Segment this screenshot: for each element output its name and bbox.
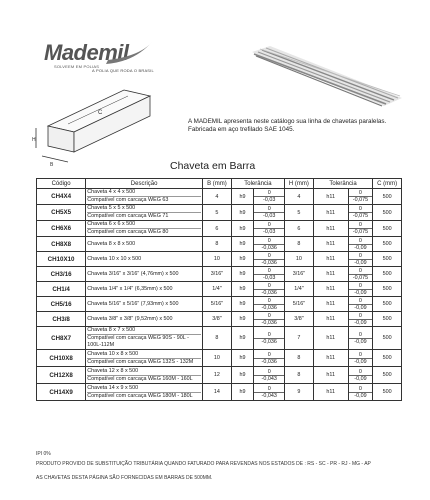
- tol-b-values: [254, 367, 285, 384]
- description-line: Compatível com carcaça WEG 71: [87, 212, 201, 220]
- tol-h-class: h11: [313, 312, 348, 327]
- c-cell: 500: [373, 221, 402, 237]
- tol-b-lower: -0,036: [254, 259, 284, 266]
- tol-b-class: h9: [231, 205, 254, 221]
- tol-b-upper: 0: [267, 312, 271, 319]
- code-cell: CH6X6: [37, 221, 86, 237]
- tol-b-class: h9: [231, 367, 254, 384]
- tol-b-upper: 0: [267, 206, 271, 212]
- tol-h-class: h11: [313, 327, 348, 350]
- description-line: Chaveta 1/4" x 1/4" (6,35mm) x 500: [87, 285, 173, 292]
- tol-h-class: h11: [313, 237, 348, 252]
- code-cell: CH1/4: [37, 282, 86, 297]
- b-cell: 5: [203, 205, 232, 221]
- description-cell: [86, 282, 203, 297]
- h-cell: 8: [285, 237, 314, 252]
- header-b: B (mm): [203, 179, 232, 189]
- table-row: [37, 384, 402, 401]
- key-bars-photo: [252, 46, 402, 112]
- tol-h-lower: -0,075: [349, 196, 373, 203]
- c-cell: 500: [373, 252, 402, 267]
- dim-label-c: C: [98, 110, 103, 116]
- b-cell: 12: [203, 367, 232, 384]
- tol-h-class: h11: [313, 221, 348, 237]
- table-header-row: [37, 179, 402, 189]
- tol-b-class: h9: [231, 384, 254, 401]
- tol-b-class: h9: [231, 189, 254, 205]
- tol-h-class: h11: [313, 252, 348, 267]
- note-tax: PRODUTO PROVIDO DE SUBSTITUIÇÃO TRIBUTÁRIA QUANDO FATURADO PARA REVENDAS NOS ESTADOS DE : RS - SC - PR - RJ - MG - AP: [36, 461, 371, 467]
- logo-swoosh-icon: [104, 40, 154, 66]
- section-title: Chaveta em Barra: [170, 160, 256, 172]
- tol-b-lower: -0,043: [254, 392, 284, 399]
- tol-h-values: [348, 282, 373, 297]
- h-cell: 1/4": [285, 282, 314, 297]
- code-cell: CH14X9: [37, 384, 86, 401]
- description-line: Chaveta 4 x 4 x 500: [87, 189, 136, 195]
- tol-b-values: [254, 327, 285, 350]
- header-tolerance-b: Tolerância: [231, 179, 284, 189]
- tol-b-class: h9: [231, 327, 254, 350]
- tol-b-values: [254, 384, 285, 401]
- tol-h-upper: 0: [358, 351, 362, 358]
- description-line: Chaveta 8 x 7 x 500: [87, 327, 136, 333]
- code-cell: CH5/16: [37, 297, 86, 312]
- h-cell: 5: [285, 205, 314, 221]
- description-cell: [86, 384, 203, 401]
- tol-b-lower: -0,036: [254, 289, 284, 296]
- description-line: Chaveta 14 x 9 x 500: [87, 384, 139, 391]
- description-cell: [86, 297, 203, 312]
- description-line: Chaveta 12 x 8 x 500: [87, 367, 139, 374]
- b-cell: 1/4": [203, 282, 232, 297]
- dim-label-h: H: [32, 137, 36, 143]
- tol-h-lower: -0,075: [349, 274, 373, 281]
- tol-b-class: h9: [231, 282, 254, 297]
- description-line: Compatível com carcaça WEG 63: [87, 196, 201, 204]
- b-cell: 5/16": [203, 297, 232, 312]
- description-line: Chaveta 3/16" x 3/16" (4,76mm) x 500: [87, 270, 179, 277]
- h-cell: 5/16": [285, 297, 314, 312]
- tol-h-upper: 0: [358, 312, 362, 319]
- description-line: Compatível com carcaça WEG 180M - 180L: [87, 392, 201, 400]
- tol-h-lower: -0,09: [349, 244, 373, 251]
- tol-b-upper: 0: [267, 282, 271, 289]
- c-cell: 500: [373, 312, 402, 327]
- tol-h-values: [348, 367, 373, 384]
- table-row: [37, 189, 402, 205]
- tol-h-class: h11: [313, 267, 348, 282]
- h-cell: 8: [285, 367, 314, 384]
- tol-b-class: h9: [231, 312, 254, 327]
- b-cell: 10: [203, 350, 232, 367]
- c-cell: 500: [373, 367, 402, 384]
- tol-b-class: h9: [231, 297, 254, 312]
- tol-h-upper: 0: [358, 297, 362, 304]
- tol-b-class: h9: [231, 267, 254, 282]
- description-cell: [86, 189, 203, 205]
- description-cell: [86, 221, 203, 237]
- tol-h-class: h11: [313, 350, 348, 367]
- description-line: Chaveta 6 x 6 x 500: [87, 221, 136, 227]
- table-row: [37, 282, 402, 297]
- h-cell: 4: [285, 189, 314, 205]
- h-cell: 3/16": [285, 267, 314, 282]
- table-row: [37, 205, 402, 221]
- code-cell: CH8X7: [37, 327, 86, 350]
- header-c: C (mm): [373, 179, 402, 189]
- tol-h-values: [348, 350, 373, 367]
- code-cell: CH4X4: [37, 189, 86, 205]
- h-cell: 9: [285, 384, 314, 401]
- tol-b-upper: 0: [267, 237, 271, 244]
- footer-notes: [36, 451, 416, 485]
- h-cell: 7: [285, 327, 314, 350]
- tol-b-values: [254, 221, 285, 237]
- tol-h-class: h11: [313, 384, 348, 401]
- description-line: Compatível com carcaça WEG 132S - 132M: [87, 358, 201, 366]
- tol-b-lower: -0,036: [254, 319, 284, 326]
- c-cell: 500: [373, 205, 402, 221]
- tol-h-values: [348, 252, 373, 267]
- tol-h-upper: 0: [358, 331, 362, 338]
- code-cell: CH10X8: [37, 350, 86, 367]
- dim-label-b: B: [50, 162, 54, 168]
- b-cell: 8: [203, 237, 232, 252]
- tol-b-upper: 0: [267, 222, 271, 228]
- description-cell: [86, 327, 203, 350]
- tol-b-lower: -0,03: [254, 196, 284, 203]
- tol-h-lower: -0,09: [349, 358, 373, 365]
- tol-h-class: h11: [313, 205, 348, 221]
- tol-b-values: [254, 267, 285, 282]
- b-cell: 6: [203, 221, 232, 237]
- tol-h-lower: -0,09: [349, 259, 373, 266]
- tol-b-values: [254, 237, 285, 252]
- h-cell: 3/8": [285, 312, 314, 327]
- tol-h-values: [348, 267, 373, 282]
- tol-b-lower: -0,036: [254, 358, 284, 365]
- tol-b-class: h9: [231, 221, 254, 237]
- tol-b-values: [254, 312, 285, 327]
- tol-b-lower: -0,036: [254, 244, 284, 251]
- note-ipi: IPI 0%: [36, 451, 51, 457]
- tol-b-lower: -0,043: [254, 375, 284, 382]
- c-cell: 500: [373, 297, 402, 312]
- b-cell: 3/16": [203, 267, 232, 282]
- tol-b-upper: 0: [267, 331, 271, 338]
- tol-h-lower: -0,09: [349, 375, 373, 382]
- b-cell: 4: [203, 189, 232, 205]
- tol-h-values: [348, 384, 373, 401]
- b-cell: 10: [203, 252, 232, 267]
- tol-b-upper: 0: [267, 252, 271, 259]
- table-row: [37, 252, 402, 267]
- key-spec-table: [36, 178, 402, 401]
- description-line: Compatível com carcaça WEG 90S - 90L - 100L-112M: [87, 334, 201, 349]
- description-cell: [86, 367, 203, 384]
- description-line: Compatível com carcaça WEG 80: [87, 228, 201, 236]
- tol-h-values: [348, 189, 373, 205]
- tol-h-upper: 0: [358, 368, 362, 375]
- c-cell: 500: [373, 350, 402, 367]
- tol-h-class: h11: [313, 297, 348, 312]
- tol-b-class: h9: [231, 237, 254, 252]
- description-cell: [86, 350, 203, 367]
- code-cell: CH3/8: [37, 312, 86, 327]
- c-cell: 500: [373, 237, 402, 252]
- description-cell: [86, 312, 203, 327]
- description-line: Chaveta 10 x 10 x 500: [87, 255, 142, 262]
- tol-h-upper: 0: [358, 190, 362, 196]
- header-tolerance-h: Tolerância: [313, 179, 372, 189]
- logo-wordmark: Mademil: [44, 40, 129, 65]
- tol-h-lower: -0,09: [349, 304, 373, 311]
- tol-b-upper: 0: [267, 351, 271, 358]
- description-line: Chaveta 3/8" x 3/8" (9,52mm) x 500: [87, 315, 173, 322]
- tol-b-lower: -0,036: [254, 304, 284, 311]
- b-cell: 3/8": [203, 312, 232, 327]
- header-description: Descrição: [86, 179, 203, 189]
- tol-b-upper: 0: [267, 385, 271, 392]
- tol-h-class: h11: [313, 189, 348, 205]
- tol-b-lower: -0,03: [254, 212, 284, 219]
- tol-b-values: [254, 252, 285, 267]
- h-cell: 8: [285, 350, 314, 367]
- table-row: [37, 312, 402, 327]
- tol-h-lower: -0,09: [349, 338, 373, 345]
- code-cell: CH3/16: [37, 267, 86, 282]
- tol-b-class: h9: [231, 350, 254, 367]
- h-cell: 10: [285, 252, 314, 267]
- tol-h-values: [348, 221, 373, 237]
- c-cell: 500: [373, 327, 402, 350]
- tol-h-values: [348, 297, 373, 312]
- tol-b-values: [254, 189, 285, 205]
- tol-b-values: [254, 297, 285, 312]
- tol-b-values: [254, 350, 285, 367]
- tol-h-lower: -0,09: [349, 392, 373, 399]
- description-line: Compatível com carcaça WEG 160M - 160L: [87, 375, 201, 383]
- tol-h-upper: 0: [358, 282, 362, 289]
- b-cell: 8: [203, 327, 232, 350]
- tol-h-upper: 0: [358, 252, 362, 259]
- logo-subtitle: SOLVEEM EM POLIAS: [54, 64, 100, 69]
- tol-h-values: [348, 237, 373, 252]
- tol-h-lower: -0,09: [349, 319, 373, 326]
- table-row: [37, 327, 402, 350]
- tol-h-upper: 0: [358, 237, 362, 244]
- tol-h-lower: -0,075: [349, 212, 373, 219]
- c-cell: 500: [373, 282, 402, 297]
- description-line: Chaveta 10 x 8 x 500: [87, 350, 139, 357]
- tol-b-lower: -0,036: [254, 338, 284, 345]
- code-cell: CH8X8: [37, 237, 86, 252]
- tol-b-class: h9: [231, 252, 254, 267]
- description-cell: [86, 267, 203, 282]
- tol-b-values: [254, 205, 285, 221]
- key-bar-drawing: [28, 84, 168, 170]
- table-row: [37, 297, 402, 312]
- code-cell: CH12X8: [37, 367, 86, 384]
- description-line: Chaveta 8 x 8 x 500: [87, 240, 136, 247]
- catalog-description: A MADEMIL apresenta neste catálogo sua linha de chavetas paralelas. Fabricada em aço trefilado SAE 1045.: [188, 118, 387, 133]
- tol-h-lower: -0,09: [349, 289, 373, 296]
- code-cell: CH10X10: [37, 252, 86, 267]
- h-cell: 6: [285, 221, 314, 237]
- header-h: H (mm): [285, 179, 314, 189]
- c-cell: 500: [373, 267, 402, 282]
- tol-b-upper: 0: [267, 267, 271, 274]
- description-line: Chaveta 5 x 5 x 500: [87, 205, 136, 211]
- tol-h-upper: 0: [358, 385, 362, 392]
- tol-b-upper: 0: [267, 297, 271, 304]
- tol-h-upper: 0: [358, 267, 362, 274]
- c-cell: 500: [373, 384, 402, 401]
- table-row: [37, 350, 402, 367]
- tol-h-lower: -0,075: [349, 228, 373, 235]
- tol-h-values: [348, 327, 373, 350]
- tol-b-upper: 0: [267, 190, 271, 196]
- tol-h-values: [348, 205, 373, 221]
- description-line: Chaveta 5/16" x 5/16" (7,93mm) x 500: [87, 300, 179, 307]
- header-code: Código: [37, 179, 86, 189]
- tol-b-lower: -0,03: [254, 274, 284, 281]
- note-bars: AS CHAVETAS DESTA PÁGINA SÃO FORNECIDAS EM BARRAS DE 500MM.: [36, 475, 213, 481]
- table-row: [37, 367, 402, 384]
- tol-h-upper: 0: [358, 222, 362, 228]
- tol-h-class: h11: [313, 282, 348, 297]
- description-cell: [86, 205, 203, 221]
- tol-b-upper: 0: [267, 368, 271, 375]
- tol-b-values: [254, 282, 285, 297]
- tol-h-class: h11: [313, 367, 348, 384]
- table-row: [37, 221, 402, 237]
- code-cell: CH5X5: [37, 205, 86, 221]
- slogan: A POLIA QUE RODA O BRASIL: [92, 68, 154, 73]
- description-cell: [86, 237, 203, 252]
- tol-h-upper: 0: [358, 206, 362, 212]
- description-cell: [86, 252, 203, 267]
- tol-b-lower: -0,03: [254, 228, 284, 235]
- tol-h-values: [348, 312, 373, 327]
- table-row: [37, 237, 402, 252]
- b-cell: 14: [203, 384, 232, 401]
- c-cell: 500: [373, 189, 402, 205]
- table-row: [37, 267, 402, 282]
